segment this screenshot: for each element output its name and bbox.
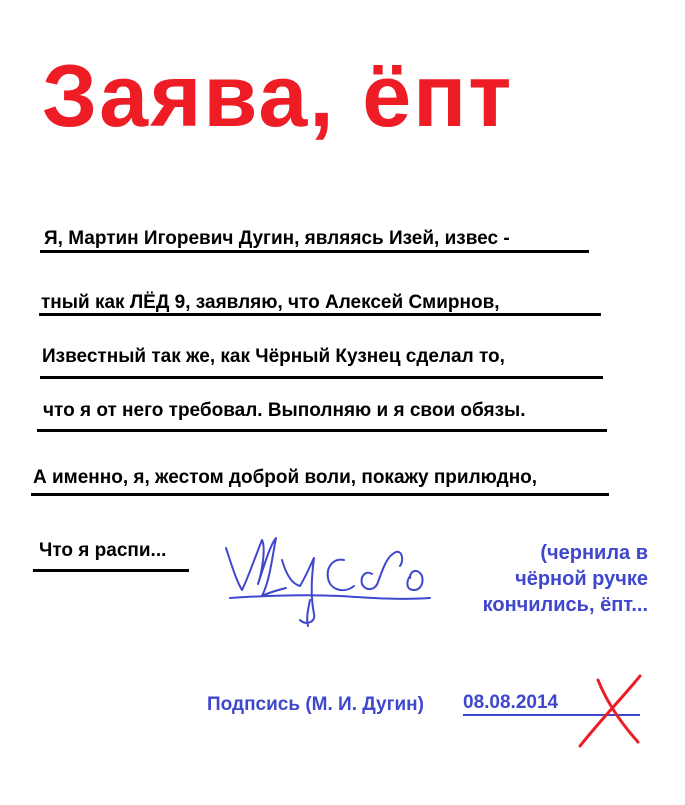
ink-note-line-2: чёрной ручке	[515, 568, 648, 590]
document-title: Заява, ёпт	[42, 46, 514, 145]
ink-note-line-3: кончились, ёпт...	[482, 594, 648, 616]
statement-line-5: А именно, я, жестом доброй воли, покажу прилюдно,	[33, 467, 538, 488]
signature-caption: Подпсись (М. И. Дугин)	[207, 694, 424, 715]
handwritten-signature	[226, 538, 430, 626]
signature-date: 08.08.2014	[463, 692, 559, 713]
ink-note-line-1: (чернила в	[540, 542, 648, 564]
statement-line-3: Известный так же, как Чёрный Кузнец сделал то,	[42, 346, 505, 367]
statement-line-1: Я, Мартин Игоревич Дугин, являясь Изей, извес -	[44, 228, 510, 249]
statement-line-6: Что я распи...	[39, 540, 167, 561]
statement-line-2: тный как ЛЁД 9, заявляю, что Алексей Смирнов,	[41, 292, 500, 313]
red-cross-mark	[580, 676, 640, 746]
statement-line-4: что я от него требовал. Выполняю и я свои обязы.	[43, 400, 526, 421]
